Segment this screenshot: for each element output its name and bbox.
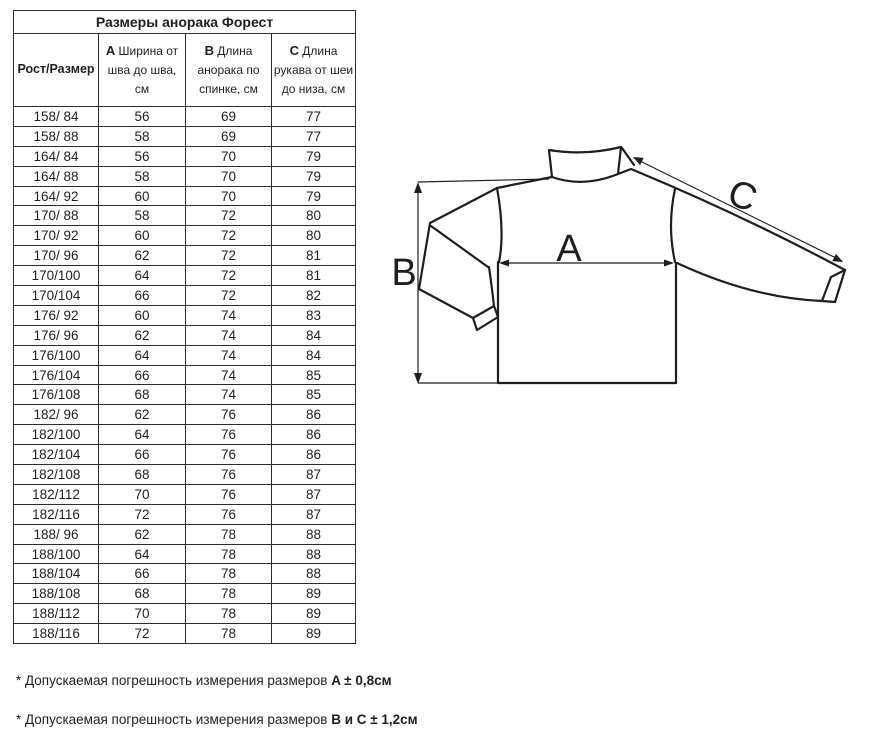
measure-label-b: B <box>391 252 417 294</box>
table-cell: 72 <box>186 226 272 246</box>
table-body <box>14 107 356 644</box>
table-cell: 78 <box>186 584 272 604</box>
table-row <box>14 604 356 624</box>
table-cell: 66 <box>99 445 186 465</box>
table-cell: 74 <box>186 345 272 365</box>
table-title: Размеры анорака Форест <box>14 11 356 34</box>
left-underarm-seam <box>431 226 488 267</box>
table-cell: 76 <box>186 484 272 504</box>
table-cell: 72 <box>186 206 272 226</box>
footnote-text: * Допускаемая погрешность измерения размеров <box>16 672 332 688</box>
table-cell: 60 <box>99 226 186 246</box>
table-cell: 68 <box>99 385 186 405</box>
table-row <box>14 345 356 365</box>
column-header-c <box>272 34 356 107</box>
table-row <box>14 226 356 246</box>
table-cell: 176/100 <box>14 345 99 365</box>
column-header-a <box>99 34 186 107</box>
table-cell: 85 <box>272 385 356 405</box>
table-cell: 62 <box>99 325 186 345</box>
footnote-tolerance-a <box>16 673 392 688</box>
arrow-c-lower <box>832 254 843 262</box>
table-row <box>14 107 356 127</box>
table-cell: 76 <box>186 465 272 485</box>
table-cell: 64 <box>99 266 186 286</box>
table-cell: 74 <box>186 365 272 385</box>
table-cell: 164/ 84 <box>14 146 99 166</box>
table-row <box>14 524 356 544</box>
table-cell: 80 <box>272 226 356 246</box>
table-cell: 64 <box>99 345 186 365</box>
table-cell: 70 <box>186 166 272 186</box>
table-row <box>14 206 356 226</box>
footnote-bold-value: B и C ± 1,2см <box>331 711 418 727</box>
table-cell: 158/ 88 <box>14 126 99 146</box>
table-cell: 72 <box>99 624 186 644</box>
table-cell: 88 <box>272 544 356 564</box>
table-cell: 176/108 <box>14 385 99 405</box>
arrowheads <box>414 157 843 384</box>
table-row <box>14 484 356 504</box>
table-cell: 80 <box>272 206 356 226</box>
table-title-row <box>14 11 356 34</box>
table-cell: 56 <box>99 146 186 166</box>
arrow-c-upper <box>633 157 644 165</box>
jacket-outline <box>419 147 845 383</box>
column-header-size: Рост/Размер <box>14 34 99 107</box>
neck-seam <box>622 148 634 165</box>
table-row <box>14 504 356 524</box>
table-cell: 64 <box>99 425 186 445</box>
table-cell: 170/ 92 <box>14 226 99 246</box>
table-row <box>14 146 356 166</box>
table-cell: 79 <box>272 186 356 206</box>
table-row <box>14 544 356 564</box>
table-cell: 76 <box>186 405 272 425</box>
right-armhole-curve <box>671 189 675 262</box>
table-cell: 72 <box>186 266 272 286</box>
table-cell: 62 <box>99 405 186 425</box>
table-cell: 188/100 <box>14 544 99 564</box>
table-cell: 70 <box>186 186 272 206</box>
table-cell: 76 <box>186 425 272 445</box>
footnote-text: * Допускаемая погрешность измерения размеров <box>16 711 332 727</box>
table-cell: 176/ 92 <box>14 305 99 325</box>
table-cell: 64 <box>99 544 186 564</box>
table-cell: 81 <box>272 266 356 286</box>
table-cell: 70 <box>186 146 272 166</box>
table-cell: 56 <box>99 107 186 127</box>
arrow-a-left <box>499 260 509 267</box>
column-label-a: Ширина от шва до шва, см <box>107 44 179 97</box>
table-row <box>14 405 356 425</box>
footnote-tolerance-bc <box>16 712 418 727</box>
table-cell: 89 <box>272 624 356 644</box>
table-cell: 188/104 <box>14 564 99 584</box>
table-cell: 170/104 <box>14 286 99 306</box>
table-row <box>14 365 356 385</box>
table-cell: 62 <box>99 246 186 266</box>
table-cell: 66 <box>99 564 186 584</box>
table-cell: 182/108 <box>14 465 99 485</box>
table-cell: 87 <box>272 465 356 485</box>
table-cell: 70 <box>99 484 186 504</box>
table-cell: 77 <box>272 126 356 146</box>
table-cell: 164/ 92 <box>14 186 99 206</box>
table-cell: 78 <box>186 544 272 564</box>
table-row <box>14 385 356 405</box>
table-cell: 158/ 84 <box>14 107 99 127</box>
table-cell: 182/ 96 <box>14 405 99 425</box>
table-cell: 170/ 96 <box>14 246 99 266</box>
left-inner-seam <box>489 267 494 306</box>
table-cell: 66 <box>99 286 186 306</box>
table-cell: 88 <box>272 564 356 584</box>
table-cell: 62 <box>99 524 186 544</box>
table-cell: 164/ 88 <box>14 166 99 186</box>
table-cell: 82 <box>272 286 356 306</box>
table-cell: 69 <box>186 126 272 146</box>
measurement-lines <box>418 158 842 383</box>
measure-label-c: C <box>722 171 763 221</box>
anorak-measurement-diagram <box>390 140 875 390</box>
column-label-c: Длина рукава от шеи до низа, см <box>273 44 354 97</box>
table-cell: 81 <box>272 246 356 266</box>
table-cell: 84 <box>272 345 356 365</box>
table-cell: 66 <box>99 365 186 385</box>
table-cell: 68 <box>99 465 186 485</box>
table-cell: 72 <box>186 286 272 306</box>
table-row <box>14 445 356 465</box>
table-cell: 182/112 <box>14 484 99 504</box>
table-row <box>14 564 356 584</box>
table-cell: 72 <box>99 504 186 524</box>
table-cell: 87 <box>272 504 356 524</box>
body-outline <box>498 262 676 383</box>
table-cell: 83 <box>272 305 356 325</box>
table-cell: 76 <box>186 445 272 465</box>
table-cell: 188/108 <box>14 584 99 604</box>
table-cell: 87 <box>272 484 356 504</box>
size-table <box>13 10 356 644</box>
collar <box>549 147 621 182</box>
measure-label-a: A <box>556 228 582 270</box>
table-row <box>14 465 356 485</box>
table-row <box>14 126 356 146</box>
table-cell: 170/ 88 <box>14 206 99 226</box>
table-cell: 78 <box>186 524 272 544</box>
table-cell: 58 <box>99 166 186 186</box>
table-cell: 86 <box>272 405 356 425</box>
table-row <box>14 246 356 266</box>
arrow-b-down <box>414 373 422 384</box>
table-row <box>14 325 356 345</box>
table-row <box>14 286 356 306</box>
table-cell: 76 <box>186 504 272 524</box>
table-cell: 89 <box>272 604 356 624</box>
column-letter-b: B <box>204 43 214 59</box>
table-row <box>14 166 356 186</box>
table-cell: 72 <box>186 246 272 266</box>
table-cell: 74 <box>186 305 272 325</box>
table-cell: 182/116 <box>14 504 99 524</box>
table-cell: 60 <box>99 186 186 206</box>
table-cell: 77 <box>272 107 356 127</box>
column-letter-a: A <box>105 43 116 59</box>
table-cell: 74 <box>186 325 272 345</box>
table-cell: 74 <box>186 385 272 405</box>
arrow-a-right <box>664 260 674 267</box>
table-cell: 78 <box>186 624 272 644</box>
table-cell: 78 <box>186 604 272 624</box>
left-armhole-curve <box>497 188 502 262</box>
table-cell: 182/100 <box>14 425 99 445</box>
column-header-b <box>186 34 272 107</box>
table-cell: 79 <box>272 166 356 186</box>
table-cell: 69 <box>186 107 272 127</box>
table-row <box>14 266 356 286</box>
table-cell: 88 <box>272 524 356 544</box>
table-cell: 89 <box>272 584 356 604</box>
table-cell: 70 <box>99 604 186 624</box>
table-cell: 188/116 <box>14 624 99 644</box>
table-cell: 176/ 96 <box>14 325 99 345</box>
footnote-bold-value: A ± 0,8см <box>331 672 392 688</box>
table-cell: 60 <box>99 305 186 325</box>
table-cell: 84 <box>272 325 356 345</box>
right-cuff <box>822 270 845 302</box>
table-row <box>14 584 356 604</box>
table-cell: 58 <box>99 126 186 146</box>
table-cell: 85 <box>272 365 356 385</box>
column-label-b: Длина анорака по спинке, см <box>197 44 260 97</box>
table-cell: 86 <box>272 445 356 465</box>
table-cell: 182/104 <box>14 445 99 465</box>
left-sleeve-edge <box>419 188 497 318</box>
arrow-b-up <box>414 182 422 193</box>
table-row <box>14 305 356 325</box>
table-cell: 188/ 96 <box>14 524 99 544</box>
table-cell: 188/112 <box>14 604 99 624</box>
right-sleeve-bottom-edge <box>677 263 822 301</box>
table-row <box>14 186 356 206</box>
column-letter-c: C <box>289 43 299 59</box>
table-cell: 176/104 <box>14 365 99 385</box>
table-cell: 79 <box>272 146 356 166</box>
table-row <box>14 425 356 445</box>
table-cell: 86 <box>272 425 356 445</box>
table-header-row <box>14 34 356 107</box>
table-row <box>14 624 356 644</box>
left-cuff <box>473 306 498 330</box>
table-cell: 170/100 <box>14 266 99 286</box>
table-cell: 78 <box>186 564 272 584</box>
table-cell: 68 <box>99 584 186 604</box>
table-cell: 58 <box>99 206 186 226</box>
